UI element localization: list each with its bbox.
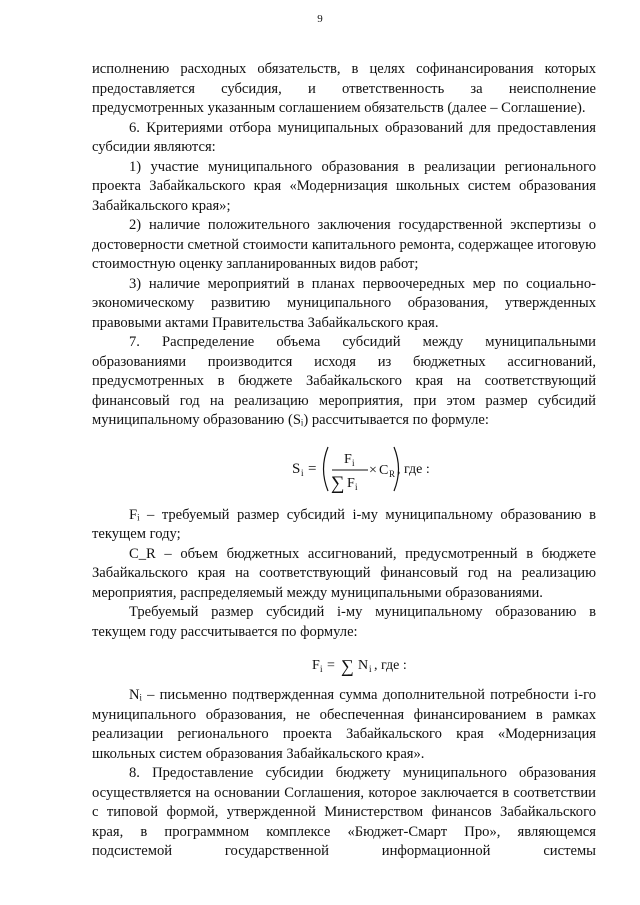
formula2-sum-sign: ∑ bbox=[341, 656, 354, 676]
page-number: 9 bbox=[317, 13, 323, 25]
formula-denominator: F bbox=[347, 475, 355, 491]
formula-numerator: F bbox=[344, 451, 352, 467]
formula-tail: , где : bbox=[397, 461, 430, 477]
formula-c-sub: R bbox=[389, 468, 396, 479]
criterion-2: 2) наличие положительного заключения государственной экспертизы о достоверности сметной стоимости капитального ремонта, содержащее итоговую стоимостную оценку запланированных видов работ; bbox=[92, 217, 596, 272]
formula2-n: N bbox=[358, 658, 369, 673]
formula2-lhs: F bbox=[312, 658, 320, 673]
definition-n: Nᵢ – письменно подтвержденная сумма дополнительной потребности i-го муниципального образования, не обеспеченная финансированием в рамках реализации регионального проекта Забайкальского края «Модернизация школьных систем образования Забайкальского края». bbox=[92, 687, 596, 762]
formula-sum-sign: ∑ bbox=[331, 472, 345, 494]
formula2-n-sub: i bbox=[369, 664, 372, 674]
paragraph-required-size: Требуемый размер субсидий i-му муниципальному образованию в текущем году рассчитывается по формуле: bbox=[92, 604, 596, 640]
paragraph-8: 8. Предоставление субсидии бюджету муниципального образования осуществляется на основании Соглашения, которое заключается в соответствии с типовой формой, утвержденной Министерством финансов Забайкальского края, в программном комплексе «Бюджет-Смарт Про», являющемся подсистемой государственной информационной системы bbox=[92, 765, 596, 859]
formula-lhs-sub: i bbox=[301, 467, 304, 478]
formula-c: C bbox=[379, 462, 389, 478]
paragraph-continuation: исполнению расходных обязательств, в целях софинансирования которых предоставляется субсидия, и ответственность за неисполнение предусмотренных указанным соглашением обязательств (далее – Соглашение). bbox=[92, 61, 596, 116]
formula-eq: = bbox=[308, 460, 317, 477]
definition-f: Fᵢ – требуемый размер субсидий i-му муниципальному образованию в текущем году; bbox=[92, 506, 596, 542]
formula-lhs: S bbox=[292, 460, 301, 477]
definition-c: C_R – объем бюджетных ассигнований, предусмотренный в бюджете Забайкальского края на соответствующий финансовый год на реализацию мероприятия, распределяемый между муниципальными образованиями. bbox=[92, 545, 596, 601]
formula-denominator-sub: i bbox=[355, 481, 358, 492]
paragraph-6: 6. Критериями отбора муниципальных образований для предоставления субсидии являются: bbox=[92, 119, 596, 155]
formula2-lhs-sub: i bbox=[320, 664, 323, 674]
formula-required-size bbox=[92, 642, 596, 686]
document-body bbox=[92, 60, 596, 862]
formula-times: × bbox=[369, 462, 377, 478]
criterion-1: 1) участие муниципального образования в реализации регионального проекта Забайкальского края «Модернизация школьных систем образования Забайкальского края»; bbox=[92, 158, 596, 214]
formula-numerator-sub: i bbox=[352, 457, 355, 468]
formula-subsidy-share bbox=[92, 431, 596, 506]
formula2-eq: = bbox=[327, 658, 335, 673]
left-paren bbox=[324, 447, 329, 491]
formula2-tail: , где : bbox=[374, 658, 407, 673]
paragraph-7: 7. Распределение объема субсидий между муниципальными образованиями производится исходя из бюджетных ассигнований, предусмотренных в бюджете Забайкальского края на соответствующий финансовый год на реализацию мероприятия, при этом размер субсидий муниципальному образованию (Sᵢ) рассчитывается по формуле: bbox=[92, 334, 596, 428]
criterion-3: 3) наличие мероприятий в планах первоочередных мер по социально-экономическому развитию муниципального образования, утвержденных правовыми актами Правительства Забайкальского края. bbox=[92, 275, 596, 331]
